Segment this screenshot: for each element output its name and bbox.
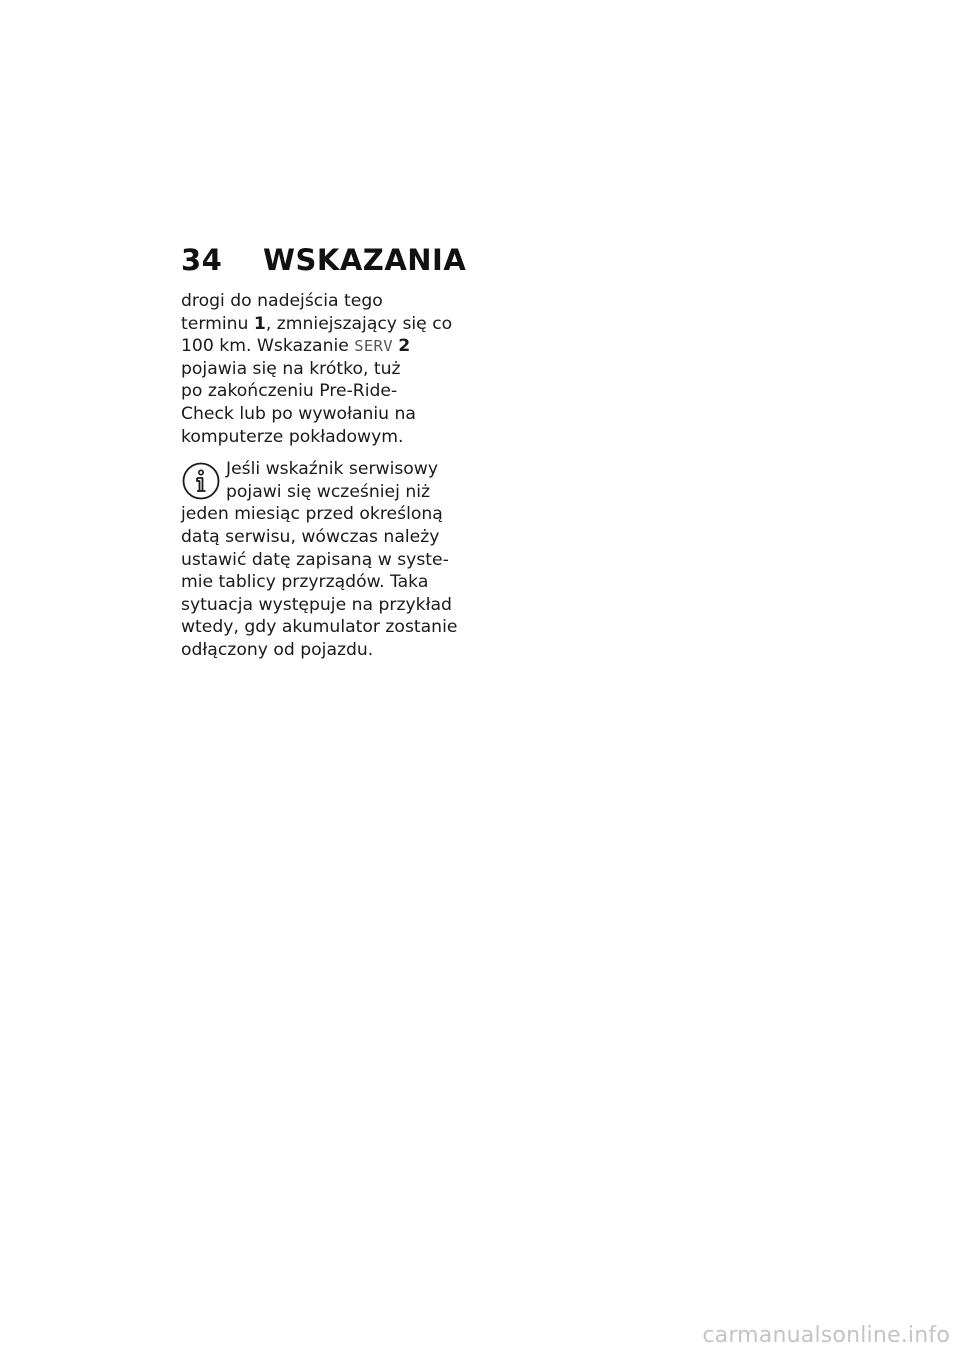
info-line: pojawi się wcześniej niż <box>226 481 431 502</box>
text-column <box>181 290 456 662</box>
body-line: Check lub po wywołaniu na <box>181 403 416 424</box>
info-line: jeden miesiąc przed określoną <box>181 504 443 525</box>
body-line: drogi do nadejścia tego <box>181 291 383 311</box>
body-line: komputerze pokładowym. <box>181 426 404 447</box>
info-note <box>181 458 456 661</box>
reference-number: 2 <box>398 336 411 357</box>
page-header <box>181 243 466 277</box>
body-line <box>181 335 456 358</box>
body-line: po zakończeniu Pre-Ride- <box>181 381 398 402</box>
info-line: wtedy, gdy akumulator zostanie <box>181 617 458 638</box>
body-line <box>181 313 456 336</box>
watermark-logo: carmanualsonline.info <box>702 1323 950 1348</box>
info-icon <box>181 461 221 501</box>
info-line: mie tablicy przyrządów. Taka <box>181 572 429 593</box>
info-line: datą serwisu, wówczas należy <box>181 526 440 547</box>
display-text-serv: SERV <box>354 337 393 356</box>
body-text: 100 km. Wskazanie <box>181 336 355 357</box>
reference-number: 1 <box>253 313 266 334</box>
info-line: ustawić datę zapisaną w syste- <box>181 549 449 570</box>
info-line: sytuacja występuje na przykład <box>181 594 452 615</box>
page-number: 34 <box>181 243 223 277</box>
body-text: , zmniejszający się co <box>265 313 453 334</box>
section-title: WSKAZANIA <box>263 243 467 277</box>
body-line: pojawia się na krótko, tuż <box>181 358 401 379</box>
info-line: Jeśli wskaźnik serwisowy <box>226 459 439 480</box>
info-line: odłączony od pojazdu. <box>181 639 374 660</box>
body-text: terminu <box>181 313 254 334</box>
